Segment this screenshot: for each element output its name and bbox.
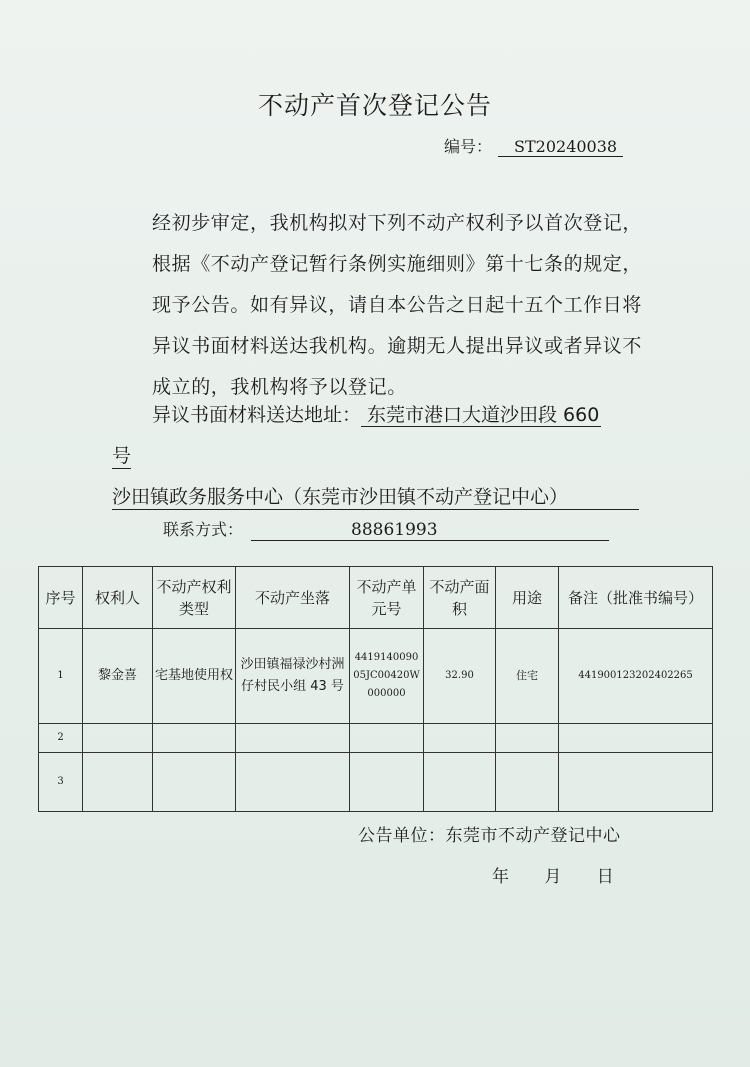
address-continuation: 号 [112,441,131,469]
cell-no: 1 [39,629,83,724]
table-header-row [39,567,713,629]
cell-right-type [153,753,236,812]
cell-no: 2 [39,724,83,753]
cell-note [559,724,713,753]
header-right-type: 不动产权利类型 [153,567,236,629]
cell-use: 住宅 [496,629,559,724]
cell-location [236,724,350,753]
cell-owner [83,753,153,812]
cell-unit-no [350,753,424,812]
issuing-unit-value: 东莞市不动产登记中心 [445,826,621,846]
issuing-unit-label: 公告单位： [358,826,446,846]
contact-line [163,517,609,541]
cell-unit-no [350,724,424,753]
cell-unit-no: 441914009005JC00420W000000 [350,629,424,724]
issuing-unit [358,821,621,846]
notice-text: 经初步审定，我机构拟对下列不动产权利予以首次登记，根据《不动产登记暂行条例实施细则》第十七条的规定，现予公告。如有异议，请自本公告之日起十五个工作日将异议书面材料送达我机构。逾期无人提出异议或者异议不成立的，我机构将予以登记。 [152,212,643,398]
table-row [39,629,713,724]
header-no: 序号 [39,567,83,629]
cell-area [424,753,496,812]
header-unit-no: 不动产单元号 [350,567,424,629]
table-row [39,724,713,753]
address-label: 异议书面材料送达地址： [152,404,362,426]
cell-note: 441900123202402265 [559,629,713,724]
number-value: ST20240038 [498,137,623,157]
contact-label: 联系方式： [163,520,244,539]
cell-owner [83,724,153,753]
number-label: 编号： [444,137,493,156]
contact-value: 88861993 [251,520,609,541]
header-use: 用途 [496,567,559,629]
cell-location [236,753,350,812]
address-office: 沙田镇政务服务中心（东莞市沙田镇不动产登记中心） [112,482,639,510]
address-value: 东莞市港口大道沙田段 660 [361,404,601,427]
cell-note [559,753,713,812]
address-line [152,400,601,427]
notice-paragraph [112,203,642,408]
cell-area [424,724,496,753]
cell-no: 3 [39,753,83,812]
issue-date: 年 月 日 [492,867,614,887]
cell-area: 32.90 [424,629,496,724]
cell-owner: 黎金喜 [83,629,153,724]
cell-right-type: 宅基地使用权 [153,629,236,724]
cell-use [496,724,559,753]
cell-use [496,753,559,812]
header-note: 备注（批准书编号） [559,567,713,629]
header-location: 不动产坐落 [236,567,350,629]
cell-right-type [153,724,236,753]
cell-location: 沙田镇福禄沙村洲仔村民小组 43 号 [236,629,350,724]
header-owner: 权利人 [83,567,153,629]
table-row [39,753,713,812]
header-area: 不动产面积 [424,567,496,629]
document-title: 不动产首次登记公告 [257,91,492,120]
document-number [444,134,623,157]
property-table [38,566,713,812]
